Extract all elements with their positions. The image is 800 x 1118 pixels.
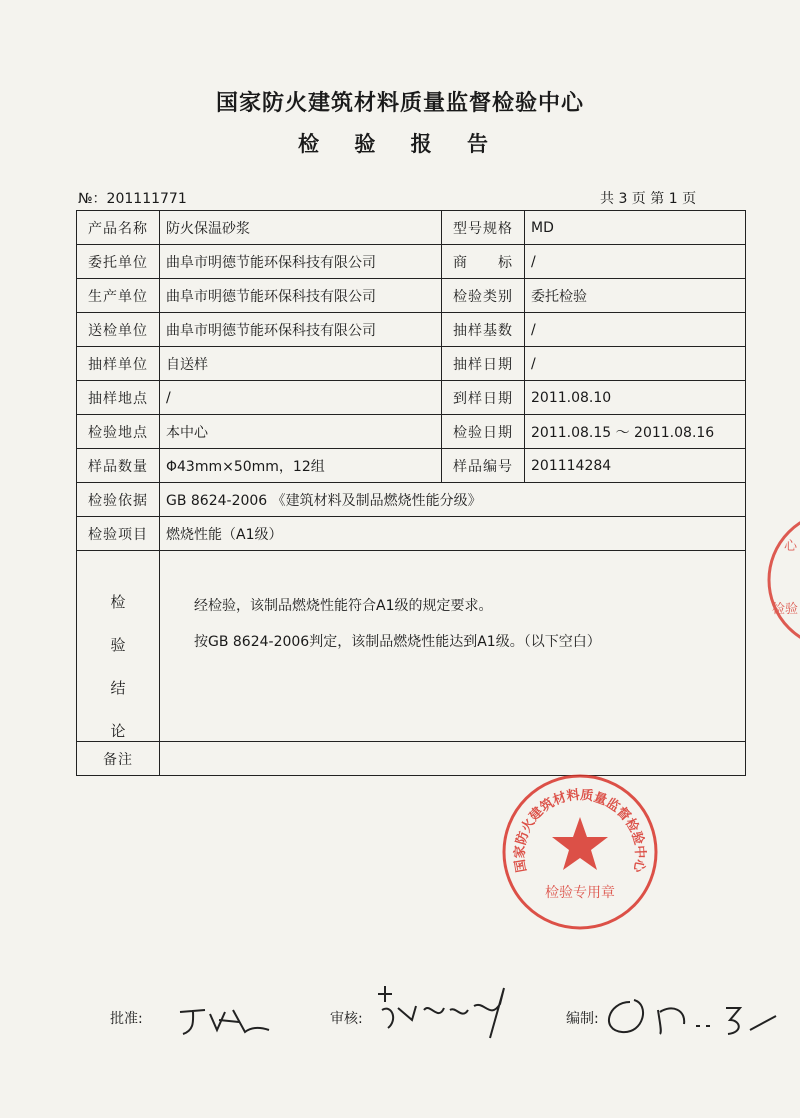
field-value: 委托检验: [525, 279, 746, 313]
partial-side-stamp: [762, 505, 800, 655]
field-label: 样品编号: [442, 449, 525, 483]
field-label: 抽样单位: [77, 347, 160, 381]
compiler-signature: [600, 990, 780, 1040]
items-label: 检验项目: [77, 517, 160, 551]
basis-row: [77, 483, 746, 517]
compile-label: 编制:: [566, 1011, 599, 1027]
approver-signature: [175, 1000, 275, 1040]
info-row: [77, 313, 746, 347]
conclusion-label-char: 结: [110, 679, 126, 697]
info-row: [77, 415, 746, 449]
field-value: 2011.08.15 ～ 2011.08.16: [525, 415, 746, 449]
seal-ring-text: 国家防火建筑材料质量监督检验中心: [512, 787, 648, 874]
remarks-label: 备注: [77, 742, 160, 776]
field-label: 型号规格: [442, 211, 525, 245]
field-label: 送检单位: [77, 313, 160, 347]
field-label: 抽样地点: [77, 381, 160, 415]
conclusion-label: [77, 551, 160, 742]
org-title: 国家防火建筑材料质量监督检验中心: [215, 91, 584, 116]
remarks-row: [77, 742, 746, 776]
field-label: 检验类别: [442, 279, 525, 313]
field-value: MD: [525, 211, 746, 245]
items-row: [77, 517, 746, 551]
field-label: 产品名称: [77, 211, 160, 245]
field-value: /: [525, 313, 746, 347]
page-info: 共 3 页 第 1 页: [600, 191, 697, 207]
field-value: 自送样: [160, 347, 442, 381]
field-value: 防火保温砂浆: [160, 211, 442, 245]
conclusion-text-2: 按GB 8624-2006判定，该制品燃烧性能达到A1级。（以下空白）: [194, 634, 601, 650]
field-value: Φ43mm×50mm，12组: [160, 449, 442, 483]
conclusion-body: [160, 551, 746, 742]
side-stamp-text-2: 检验: [772, 602, 799, 617]
items-value: 燃烧性能（A1级）: [160, 517, 746, 551]
field-value: 2011.08.10: [525, 381, 746, 415]
field-value: 201114284: [525, 449, 746, 483]
info-row: [77, 245, 746, 279]
field-label: 商 标: [442, 245, 525, 279]
info-row: [77, 449, 746, 483]
seal-ring: [504, 776, 656, 928]
field-label: 样品数量: [77, 449, 160, 483]
basis-label: 检验依据: [77, 483, 160, 517]
field-label: 检验地点: [77, 415, 160, 449]
field-value: 本中心: [160, 415, 442, 449]
info-row: [77, 211, 746, 245]
field-label: 到样日期: [442, 381, 525, 415]
conclusion-row: [77, 551, 746, 742]
reviewer-signature: [372, 980, 522, 1040]
info-row: [77, 381, 746, 415]
field-label: 抽样日期: [442, 347, 525, 381]
document-title: 检 验 报 告: [298, 132, 502, 156]
field-label: 生产单位: [77, 279, 160, 313]
conclusion-text-1: 经检验，该制品燃烧性能符合A1级的规定要求。: [194, 598, 493, 614]
approve-label: 批准:: [110, 1011, 143, 1027]
seal-star-icon: [552, 817, 608, 870]
side-stamp-text-1: 心: [784, 539, 798, 554]
conclusion-label-char: 检: [110, 593, 126, 611]
basis-value: GB 8624-2006 《建筑材料及制品燃烧性能分级》: [160, 483, 746, 517]
field-value: 曲阜市明德节能环保科技有限公司: [160, 245, 442, 279]
field-value: /: [160, 381, 442, 415]
field-value: /: [525, 245, 746, 279]
field-value: 曲阜市明德节能环保科技有限公司: [160, 279, 442, 313]
field-label: 检验日期: [442, 415, 525, 449]
remarks-value: [160, 742, 746, 776]
field-label: 委托单位: [77, 245, 160, 279]
field-value: /: [525, 347, 746, 381]
field-label: 抽样基数: [442, 313, 525, 347]
conclusion-label-char: 验: [110, 636, 126, 654]
info-row: [77, 279, 746, 313]
report-table: [76, 210, 746, 776]
field-value: 曲阜市明德节能环保科技有限公司: [160, 313, 442, 347]
info-row: [77, 347, 746, 381]
report-number: №：201111771: [78, 191, 187, 207]
review-label: 审核:: [330, 1011, 363, 1027]
official-seal-stamp: [500, 772, 660, 932]
seal-bottom-text: 检验专用章: [545, 885, 615, 901]
conclusion-label-char: 论: [110, 722, 126, 740]
